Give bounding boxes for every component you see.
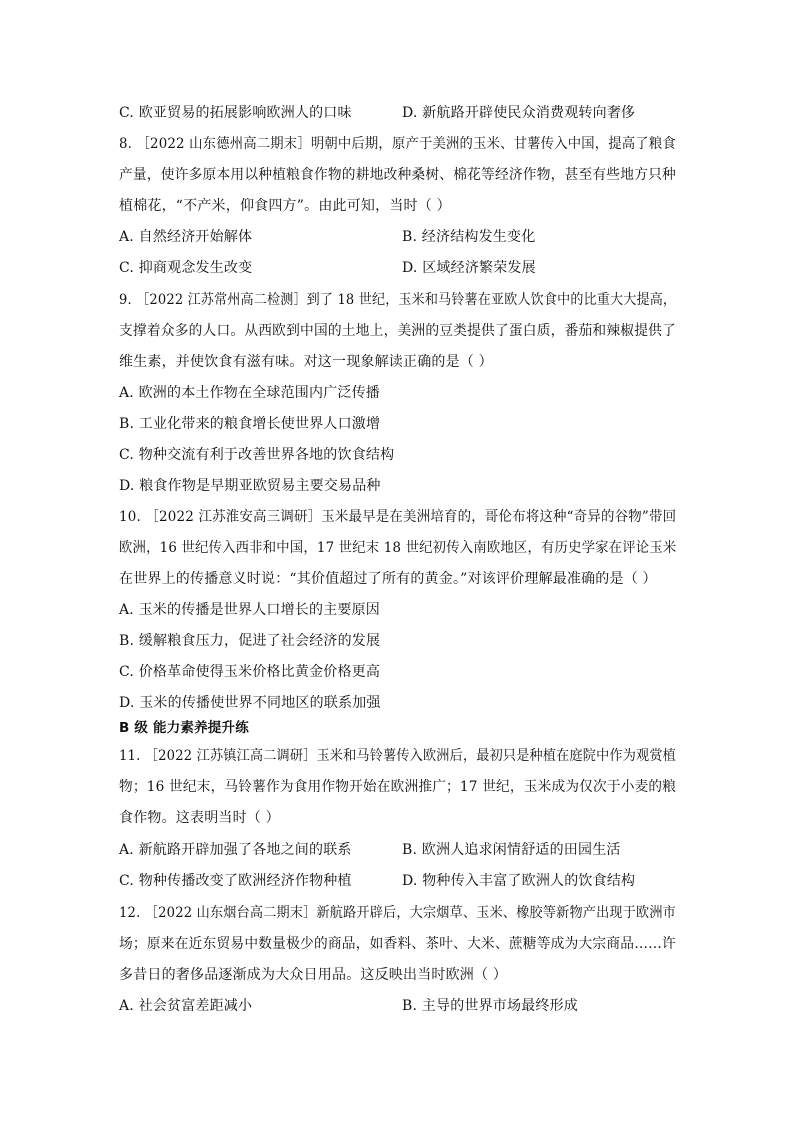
q9-stem-line-3: 维生素，并使饮食有滋有味。对这一现象解读正确的是（ ） xyxy=(119,354,493,370)
q11-option-d: D. 物种传入丰富了欧洲人的饮食结构 xyxy=(402,873,636,889)
q10-stem-line-2: 欧洲，16 世纪传入西非和中国，17 世纪末 18 世纪初传入南欧地区，有历史学家在评论玉米 xyxy=(119,540,677,556)
q9-option-d: D. 粮食作物是早期亚欧贸易主要交易品种 xyxy=(119,478,381,494)
q8-stem-line-2: 产量，使许多原本用以种植粮食作物的耕地改种桑树、棉花等经济作物，甚至有些地方只种 xyxy=(119,167,676,183)
q7-option-d: D. 新航路开辟使民众消费观转向奢侈 xyxy=(402,105,636,121)
q11-option-b: B. 欧洲人追求闲情舒适的田园生活 xyxy=(402,842,621,858)
q12-stem-line-1: 12. ［2022 山东烟台高二期末］新航路开辟后，大宗烟草、玉米、橡胶等新物产出现于欧洲市 xyxy=(119,905,676,921)
q11-option-a: A. 新航路开辟加强了各地之间的联系 xyxy=(119,842,352,858)
q9-option-c: C. 物种交流有利于改善世界各地的饮食结构 xyxy=(119,447,395,463)
q11-stem-line-3: 食作物。这表明当时（ ） xyxy=(119,810,280,826)
q9-option-a: A. 欧洲的本土作物在全球范围内广泛传播 xyxy=(119,385,381,401)
q7-option-c: C. 欧亚贸易的拓展影响欧洲人的口味 xyxy=(119,105,352,121)
q10-option-a: A. 玉米的传播是世界人口增长的主要原因 xyxy=(119,602,381,618)
q8-stem-line-3: 植棉花，“不产米，仰食四方”。由此可知，当时（ ） xyxy=(119,198,451,214)
q10-stem-line-3: 在世界上的传播意义时说：“其价值超过了所有的黄金。”对该评价理解最准确的是（ ） xyxy=(119,571,657,587)
q8-option-c: C. 抑商观念发生改变 xyxy=(119,260,253,276)
q8-option-d: D. 区域经济繁荣发展 xyxy=(402,260,536,276)
q11-stem-line-1: 11. ［2022 江苏镇江高二调研］玉米和马铃薯传入欧洲后，最初只是种植在庭院中作为观赏植 xyxy=(119,748,676,764)
q10-option-c: C. 价格革命使得玉米价格比黄金价格更高 xyxy=(119,664,381,680)
q12-option-b: B. 主导的世界市场最终形成 xyxy=(402,998,578,1014)
q12-stem-line-3: 多昔日的奢侈品逐渐成为大众日用品。这反映出当时欧洲（ ） xyxy=(119,967,508,983)
q11-option-c: C. 物种传播改变了欧洲经济作物种植 xyxy=(119,873,352,889)
q8-stem-line-1: 8. ［2022 山东德州高二期末］明朝中后期，原产于美洲的玉米、甘薯传入中国，提高了粮食 xyxy=(119,136,676,152)
q12-option-a: A. 社会贫富差距减小 xyxy=(119,998,253,1014)
q9-stem-line-2: 支撑着众多的人口。从西欧到中国的土地上，美洲的豆类提供了蛋白质，番茄和辣椒提供了 xyxy=(119,323,676,339)
q10-option-d: D. 玉米的传播使世界不同地区的联系加强 xyxy=(119,695,381,711)
q9-stem-line-1: 9. ［2022 江苏常州高二检测］到了 18 世纪，玉米和马铃薯在亚欧人饮食中的比重大大提高， xyxy=(119,292,677,308)
q11-stem-line-2: 物；16 世纪末，马铃薯作为食用作物开始在欧洲推广；17 世纪，玉米成为仅次于小麦的粮 xyxy=(119,779,677,795)
q10-stem-line-1: 10. ［2022 江苏淮安高三调研］玉米最早是在美洲培育的，哥伦布将这种“奇异的谷物”带回 xyxy=(119,509,677,525)
q8-option-a: A. 自然经济开始解体 xyxy=(119,229,253,245)
q8-option-b: B. 经济结构发生变化 xyxy=(402,229,536,245)
q10-option-b: B. 缓解粮食压力，促进了社会经济的发展 xyxy=(119,633,381,649)
q12-stem-line-2: 场；原来在近东贸易中数量极少的商品，如香料、茶叶、大米、蔗糖等成为大宗商品……许 xyxy=(119,936,676,952)
section-b-heading: B 级 能力素养提升练 xyxy=(119,720,249,736)
q9-option-b: B. 工业化带来的粮食增长使世界人口激增 xyxy=(119,416,381,432)
